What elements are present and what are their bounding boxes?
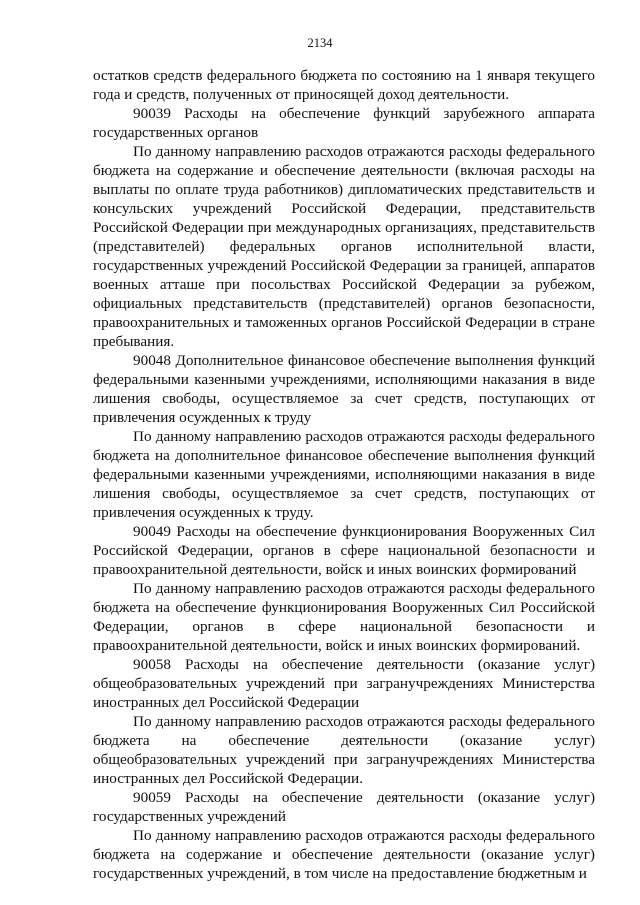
- section-body-90039: По данному направлению расходов отражаются расходы федерального бюджета на содержание и обеспечение деятельности (включая расходы на выплаты по оплате труда работников) дипломатических представительств и консульских учреждений Российской Федерации, представительств Российской Федерации при международных организациях, представительств (представителей) федеральных органов исполнительной власти, государственных учреждений Российской Федерации за границей, аппаратов военных атташе при посольствах Российской Федерации за рубежом, официальных представительств (представителей) органов безопасности, правоохранительных и таможенных органов Российской Федерации в стране пребывания.: [93, 143, 595, 350]
- section-heading-90058: 90058 Расходы на обеспечение деятельности (оказание услуг) общеобразовательных учреждений при загранучреждениях Министерства иностранных дел Российской Федерации: [93, 656, 595, 711]
- section-body-90058: По данному направлению расходов отражаются расходы федерального бюджета на обеспечение деятельности (оказание услуг) общеобразовательных учреждений при загранучреждениях Министерства иностранных дел Российской Федерации.: [93, 713, 595, 787]
- section-body-90059: По данному направлению расходов отражаются расходы федерального бюджета на содержание и обеспечение деятельности (оказание услуг) государственных учреждений, в том числе на предоставление бюджетным и: [93, 827, 595, 882]
- section-body-90049: По данному направлению расходов отражаются расходы федерального бюджета на обеспечение функционирования Вооруженных Сил Российской Федерации, органов в сфере национальной безопасности и правоохранительной деятельности, войск и иных воинских формирований.: [93, 580, 595, 654]
- section-heading-90059: 90059 Расходы на обеспечение деятельности (оказание услуг) государственных учреждений: [93, 789, 595, 825]
- section-heading-90049: 90049 Расходы на обеспечение функционирования Вооруженных Сил Российской Федерации, органов в сфере национальной безопасности и правоохранительной деятельности, войск и иных воинских формирований: [93, 523, 595, 578]
- page-number: 2134: [307, 36, 333, 50]
- section-heading-90048: 90048 Дополнительное финансовое обеспечение выполнения функций федеральными казенными учреждениями, исполняющими наказания в виде лишения свободы, осуществляемое за счет средств, поступающих от привлечения осужденных к труду: [93, 352, 595, 426]
- section-body-90048: По данному направлению расходов отражаются расходы федерального бюджета на дополнительное финансовое обеспечение выполнения функций федеральными казенными учреждениями, исполняющими наказания в виде лишения свободы, осуществляемое за счет средств, поступающих от привлечения осужденных к труду.: [93, 428, 595, 521]
- document-body: [93, 66, 595, 883]
- continuation-paragraph: остатков средств федерального бюджета по состоянию на 1 января текущего года и средств, полученных от приносящей доход деятельности.: [93, 67, 595, 103]
- section-heading-90039: 90039 Расходы на обеспечение функций зарубежного аппарата государственных органов: [93, 105, 595, 141]
